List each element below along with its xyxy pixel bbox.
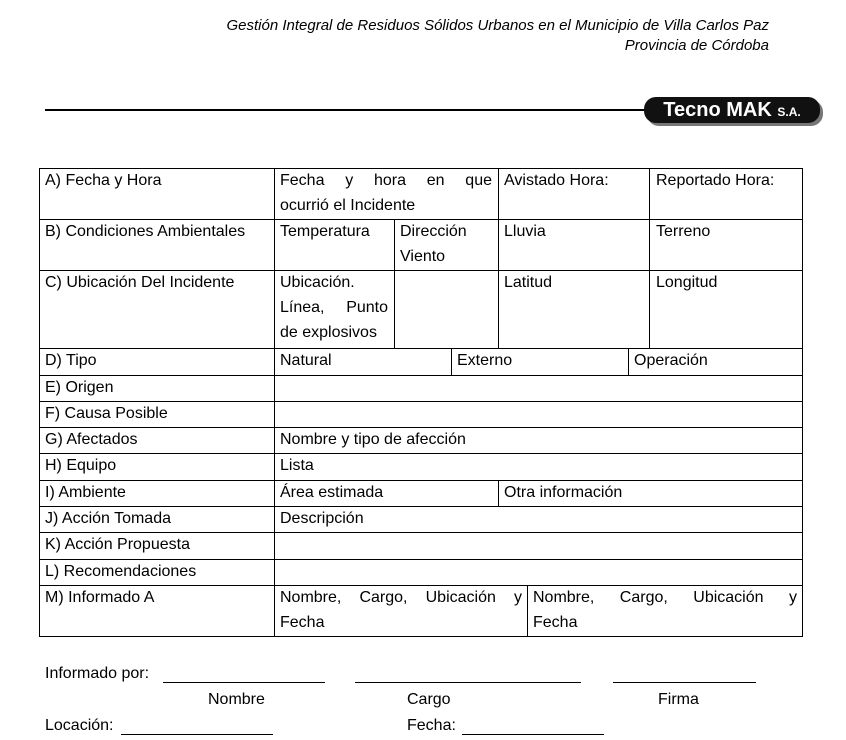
firma-caption: Firma [658,691,699,708]
row-i-estimated-area: Área estimada [280,484,384,501]
row-a-sighted-time: Avistado Hora: [504,172,609,189]
fecha-label: Fecha: [407,717,456,734]
row-m-reported-to-1 [280,585,522,610]
word: Punto [346,299,388,316]
fecha-line[interactable] [462,734,604,735]
row-a-incident-time-line2: ocurrió el Incidente [280,197,416,214]
row-b-wind-direction: Dirección [400,223,467,240]
header-title-line2: Provincia de Córdoba [624,37,769,54]
row-j-label: J) Acción Tomada [45,510,171,527]
locacion-label: Locación: [45,717,114,734]
word: hora [373,172,406,189]
row-e-label: E) Origen [45,379,114,396]
word: Cargo, [619,589,668,606]
row-m-reported-to-2 [533,585,797,610]
row-m-label: M) Informado A [45,589,155,606]
row-i-label: I) Ambiente [45,484,126,501]
row-d-external: Externo [457,352,513,369]
word: Nombre, [533,589,595,606]
row-a-reported-time: Reportado Hora: [656,172,775,189]
row-c-latitude: Latitud [504,274,553,291]
locacion-line[interactable] [121,734,273,735]
row-a-incident-time [280,168,492,193]
word: Fecha [280,172,325,189]
row-l-label: L) Recomendaciones [45,563,197,580]
word: Cargo, [359,589,408,606]
row-c-location: Ubicación. [280,274,355,291]
row-b-wind-direction-line2: Viento [400,248,446,265]
row-c-label: C) Ubicación Del Incidente [45,274,235,291]
row-i-other-info: Otra información [504,484,623,501]
nombre-signature-line[interactable] [163,682,325,683]
nombre-caption: Nombre [208,691,265,708]
row-b-label: B) Condiciones Ambientales [45,223,246,240]
row-c-location-line2 [280,295,388,320]
logo-name: Tecno MAK [663,99,772,121]
cargo-signature-line[interactable] [355,682,581,683]
row-c-location-line3: de explosivos [280,324,377,341]
word: Nombre, [280,589,342,606]
cargo-caption: Cargo [407,691,451,708]
row-b-rain: Lluvia [504,223,546,240]
header-title-line1: Gestión Integral de Residuos Sólidos Urbanos en el Municipio de Villa Carlos Paz [226,17,769,34]
row-d-operation: Operación [634,352,708,369]
row-d-natural: Natural [280,352,332,369]
row-h-label: H) Equipo [45,457,117,474]
row-b-terrain: Terreno [656,223,711,240]
row-h-equipment: Lista [280,457,314,474]
word: en [426,172,445,189]
word: Línea, [280,299,325,316]
row-m-reported-to-2-line2: Fecha [533,614,578,631]
row-g-label: G) Afectados [45,431,138,448]
word: y [345,172,354,189]
logo-suffix: S.A. [777,105,801,119]
word: y [513,589,522,606]
row-f-label: F) Causa Posible [45,405,168,422]
incident-form-table [39,168,803,637]
row-c-longitude: Longitud [656,274,718,291]
row-m-reported-to-1-line2: Fecha [280,614,325,631]
header-rule [45,109,651,111]
word: Ubicación [693,589,764,606]
row-d-label: D) Tipo [45,352,97,369]
row-k-label: K) Acción Propuesta [45,536,190,553]
company-logo [644,97,820,123]
row-g-affected: Nombre y tipo de afección [280,431,466,448]
firma-signature-line[interactable] [613,682,756,683]
row-b-temperature: Temperatura [280,223,370,240]
word: y [788,589,797,606]
word: Ubicación [425,589,496,606]
word: que [465,172,492,189]
row-a-label: A) Fecha y Hora [45,172,162,189]
row-j-description: Descripción [280,510,364,527]
informado-por-label: Informado por: [45,665,150,682]
